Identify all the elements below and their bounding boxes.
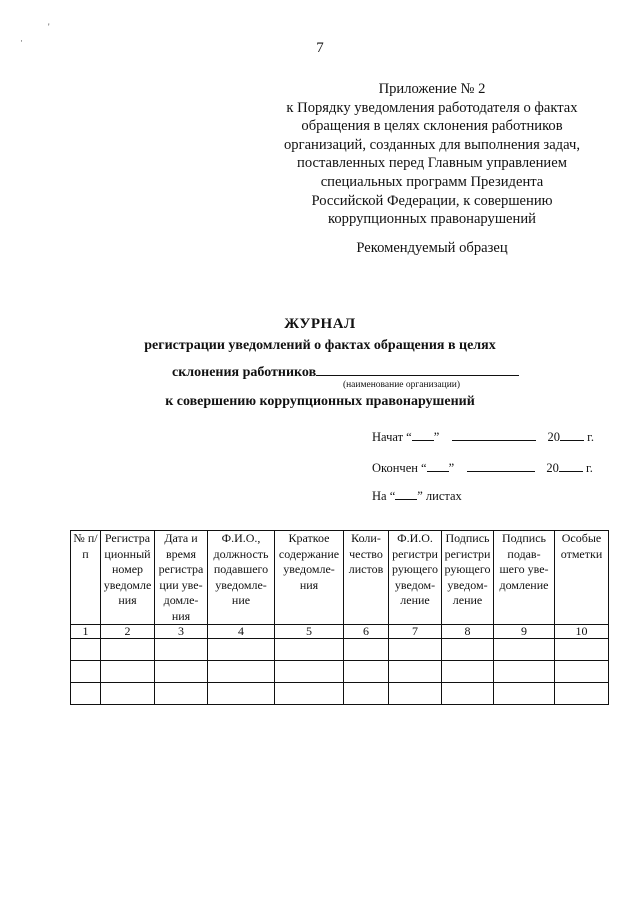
table-cell[interactable] bbox=[155, 661, 208, 683]
appendix-line: организаций, созданных для выполнения задач, bbox=[284, 136, 580, 153]
appendix-line: коррупционных правонарушений bbox=[328, 211, 536, 228]
header-notes: Особые отметки bbox=[555, 531, 609, 625]
column-number: 7 bbox=[389, 625, 442, 639]
journal-subtitle-line3: к совершению коррупционных правонарушений bbox=[165, 394, 475, 409]
table-cell[interactable] bbox=[208, 683, 275, 705]
appendix-line: специальных программ Президента bbox=[320, 173, 544, 190]
header-registrar-name: Ф.И.О. регистри рующего уведом- ление bbox=[389, 531, 442, 625]
table-cell[interactable] bbox=[155, 683, 208, 705]
column-number: 3 bbox=[155, 625, 208, 639]
appendix-line: обращения в целях склонения работников bbox=[301, 118, 563, 135]
journal-subtitle-line1: регистрации уведомлений о фактах обращения в целях bbox=[144, 338, 496, 353]
organization-hint: (наименование организации) bbox=[342, 380, 461, 390]
column-number: 9 bbox=[494, 625, 555, 639]
table-cell[interactable] bbox=[389, 639, 442, 661]
column-number: 2 bbox=[101, 625, 155, 639]
table-row bbox=[71, 639, 609, 661]
header-registration-number: Регистра ционный номер уведомле ния bbox=[101, 531, 155, 625]
column-number: 10 bbox=[555, 625, 609, 639]
table-cell[interactable] bbox=[442, 683, 494, 705]
journal-subtitle-line2: склонения работников bbox=[172, 365, 317, 380]
table-cell[interactable] bbox=[71, 683, 101, 705]
finished-year-prefix: 20 bbox=[546, 461, 559, 475]
table-cell[interactable] bbox=[208, 639, 275, 661]
table-cell[interactable] bbox=[101, 683, 155, 705]
appendix-line: Российской Федерации, к совершению bbox=[311, 192, 553, 209]
table-cell[interactable] bbox=[344, 683, 389, 705]
started-year-blank[interactable] bbox=[560, 429, 584, 441]
table-cell[interactable] bbox=[555, 639, 609, 661]
started-year-suffix: г. bbox=[587, 430, 595, 444]
table-cell[interactable] bbox=[442, 661, 494, 683]
sheets-count-blank[interactable] bbox=[395, 488, 417, 500]
finished-date-line bbox=[372, 460, 593, 476]
column-number: 8 bbox=[442, 625, 494, 639]
organization-blank[interactable] bbox=[316, 363, 519, 376]
header-number: № п/п bbox=[71, 531, 101, 625]
finished-label: Окончен “ bbox=[372, 461, 427, 475]
table-cell[interactable] bbox=[71, 639, 101, 661]
finished-month-blank[interactable] bbox=[467, 460, 535, 472]
header-submitter-signature: Подпись подав- шего уве- домление bbox=[494, 531, 555, 625]
table-cell[interactable] bbox=[101, 639, 155, 661]
sheets-suffix: ” листах bbox=[417, 489, 462, 503]
header-registration-date: Дата и время регистра ции уве- домле- ния bbox=[155, 531, 208, 625]
table-cell[interactable] bbox=[275, 683, 344, 705]
table-cell[interactable] bbox=[389, 683, 442, 705]
table-row bbox=[71, 661, 609, 683]
appendix-line: поставленных перед Главным управлением bbox=[297, 155, 567, 172]
table-cell[interactable] bbox=[275, 639, 344, 661]
table-row bbox=[71, 683, 609, 705]
started-year-prefix: 20 bbox=[547, 430, 561, 444]
page-number: 7 bbox=[316, 40, 324, 56]
sheets-prefix: На “ bbox=[372, 489, 396, 503]
table-cell[interactable] bbox=[344, 639, 389, 661]
started-day-blank[interactable] bbox=[412, 429, 434, 441]
journal-title: ЖУРНАЛ bbox=[284, 316, 356, 332]
started-date-line bbox=[372, 429, 594, 445]
table-cell[interactable] bbox=[494, 661, 555, 683]
table-cell[interactable] bbox=[101, 661, 155, 683]
finished-day-blank[interactable] bbox=[427, 460, 449, 472]
table-cell[interactable] bbox=[494, 639, 555, 661]
organization-line bbox=[172, 363, 519, 381]
table-header-row bbox=[71, 531, 609, 625]
started-quote-close: ” bbox=[433, 430, 440, 444]
sheets-count-line bbox=[372, 488, 462, 504]
table-cell[interactable] bbox=[208, 661, 275, 683]
finished-year-suffix: г. bbox=[586, 461, 593, 475]
registration-journal-table bbox=[70, 530, 609, 705]
table-cell[interactable] bbox=[389, 661, 442, 683]
scan-artifact: · bbox=[20, 36, 23, 46]
table-cell[interactable] bbox=[155, 639, 208, 661]
column-number: 5 bbox=[275, 625, 344, 639]
appendix-line: к Порядку уведомления работодателя о фактах bbox=[286, 99, 578, 116]
recommended-sample-label: Рекомендуемый образец bbox=[356, 240, 508, 256]
table-cell[interactable] bbox=[494, 683, 555, 705]
scan-artifact: ' bbox=[48, 22, 50, 32]
appendix-line: Приложение № 2 bbox=[378, 81, 486, 97]
header-registrar-signature: Подпись регистри рующего уведом- ление bbox=[442, 531, 494, 625]
started-label: Начат “ bbox=[372, 430, 412, 444]
table-cell[interactable] bbox=[555, 683, 609, 705]
table-cell[interactable] bbox=[275, 661, 344, 683]
started-month-blank[interactable] bbox=[452, 429, 536, 441]
column-number: 6 bbox=[344, 625, 389, 639]
header-sheet-count: Коли- чество листов bbox=[344, 531, 389, 625]
appendix-block bbox=[262, 80, 602, 229]
table-cell[interactable] bbox=[555, 661, 609, 683]
table-cell[interactable] bbox=[442, 639, 494, 661]
header-submitter: Ф.И.О., должность подавшего уведомле- ние bbox=[208, 531, 275, 625]
column-number: 4 bbox=[208, 625, 275, 639]
table-cell[interactable] bbox=[71, 661, 101, 683]
finished-quote-close: ” bbox=[448, 461, 455, 475]
table-cell[interactable] bbox=[344, 661, 389, 683]
column-number: 1 bbox=[71, 625, 101, 639]
header-summary: Краткое содержание уведомле- ния bbox=[275, 531, 344, 625]
finished-year-blank[interactable] bbox=[559, 460, 583, 472]
table-column-numbers-row bbox=[71, 625, 609, 639]
